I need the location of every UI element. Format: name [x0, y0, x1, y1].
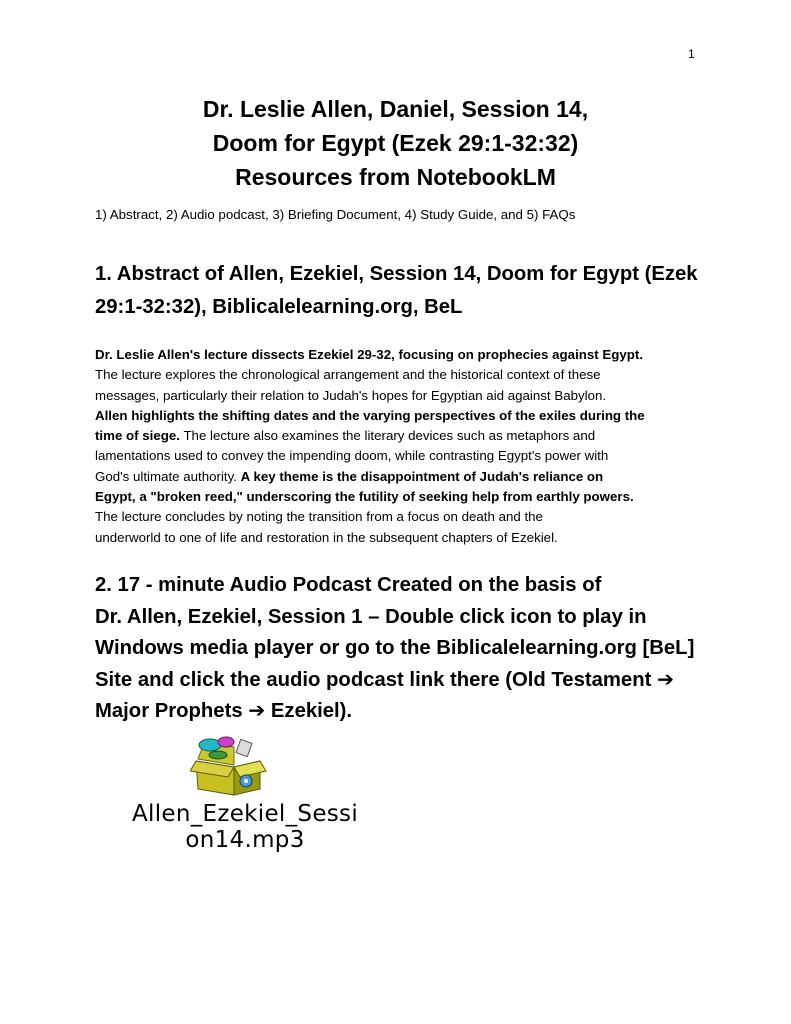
- audio-file-label[interactable]: Allen_Ezekiel_Sessi on14.mp3: [131, 801, 359, 853]
- title-line-3: Resources from NotebookLM: [235, 164, 556, 190]
- abstract-line: underworld to one of life and restoration in the subsequent chapters of Ezekiel.: [95, 529, 558, 545]
- audio-file-icon-link[interactable]: [95, 735, 395, 855]
- podcast-heading-line-2: Dr. Allen, Ezekiel, Session 1 – Double click icon to play in: [95, 605, 647, 628]
- page-title: [0, 92, 791, 194]
- podcast-heading-line-3: Windows media player or go to the Biblicalelearning.org [BeL]: [95, 637, 695, 660]
- abstract-line: The lecture concludes by noting the transition from a focus on death and the: [95, 509, 543, 525]
- arrow-right-icon: ➔: [656, 668, 674, 691]
- title-line-2: Doom for Egypt (Ezek 29:1-32:32): [212, 130, 579, 156]
- podcast-heading-line-1: 2. 17 - minute Audio Podcast Created on the basis of: [95, 574, 602, 596]
- podcast-heading-line-4: Site and click the audio podcast link there (Old Testament ➔: [95, 665, 735, 697]
- abstract-line: God's ultimate authority. A key theme is the disappointment of Judah's reliance on: [95, 468, 604, 484]
- abstract-line: Egypt, a "broken reed," underscoring the futility of seeking help from earthly powers.: [95, 489, 634, 505]
- podcast-heading: [95, 570, 735, 728]
- package-icon[interactable]: [190, 735, 280, 797]
- abstract-body: [95, 345, 715, 548]
- abstract-heading-line-2: 29:1-32:32), Biblicalelearning.org, BeL: [95, 296, 463, 318]
- abstract-line: messages, particularly their relation to Judah's hopes for Egyptian aid against Babylon.: [95, 387, 607, 403]
- abstract-heading: [95, 258, 735, 324]
- abstract-line: time of siege. The lecture also examines the literary devices such as metaphors and: [95, 428, 596, 444]
- abstract-line: Allen highlights the shifting dates and the varying perspectives of the exiles during the: [95, 407, 645, 423]
- page-number: 1: [688, 47, 695, 61]
- abstract-line: Dr. Leslie Allen's lecture dissects Ezekiel 29-32, focusing on prophecies against Egypt.: [95, 347, 644, 362]
- abstract-heading-line-1: 1. Abstract of Allen, Ezekiel, Session 14, Doom for Egypt (Ezek: [95, 263, 698, 285]
- arrow-right-icon: ➔: [248, 700, 266, 723]
- abstract-line: lamentations used to convey the impending doom, while contrasting Egypt's power with: [95, 448, 609, 464]
- title-line-1: Dr. Leslie Allen, Daniel, Session 14,: [202, 96, 589, 122]
- podcast-heading-line-5: Major Prophets ➔ Ezekiel).: [95, 696, 735, 728]
- abstract-line: The lecture explores the chronological arrangement and the historical context of these: [95, 367, 601, 383]
- resources-list: 1) Abstract, 2) Audio podcast, 3) Briefing Document, 4) Study Guide, and 5) FAQs: [95, 207, 576, 222]
